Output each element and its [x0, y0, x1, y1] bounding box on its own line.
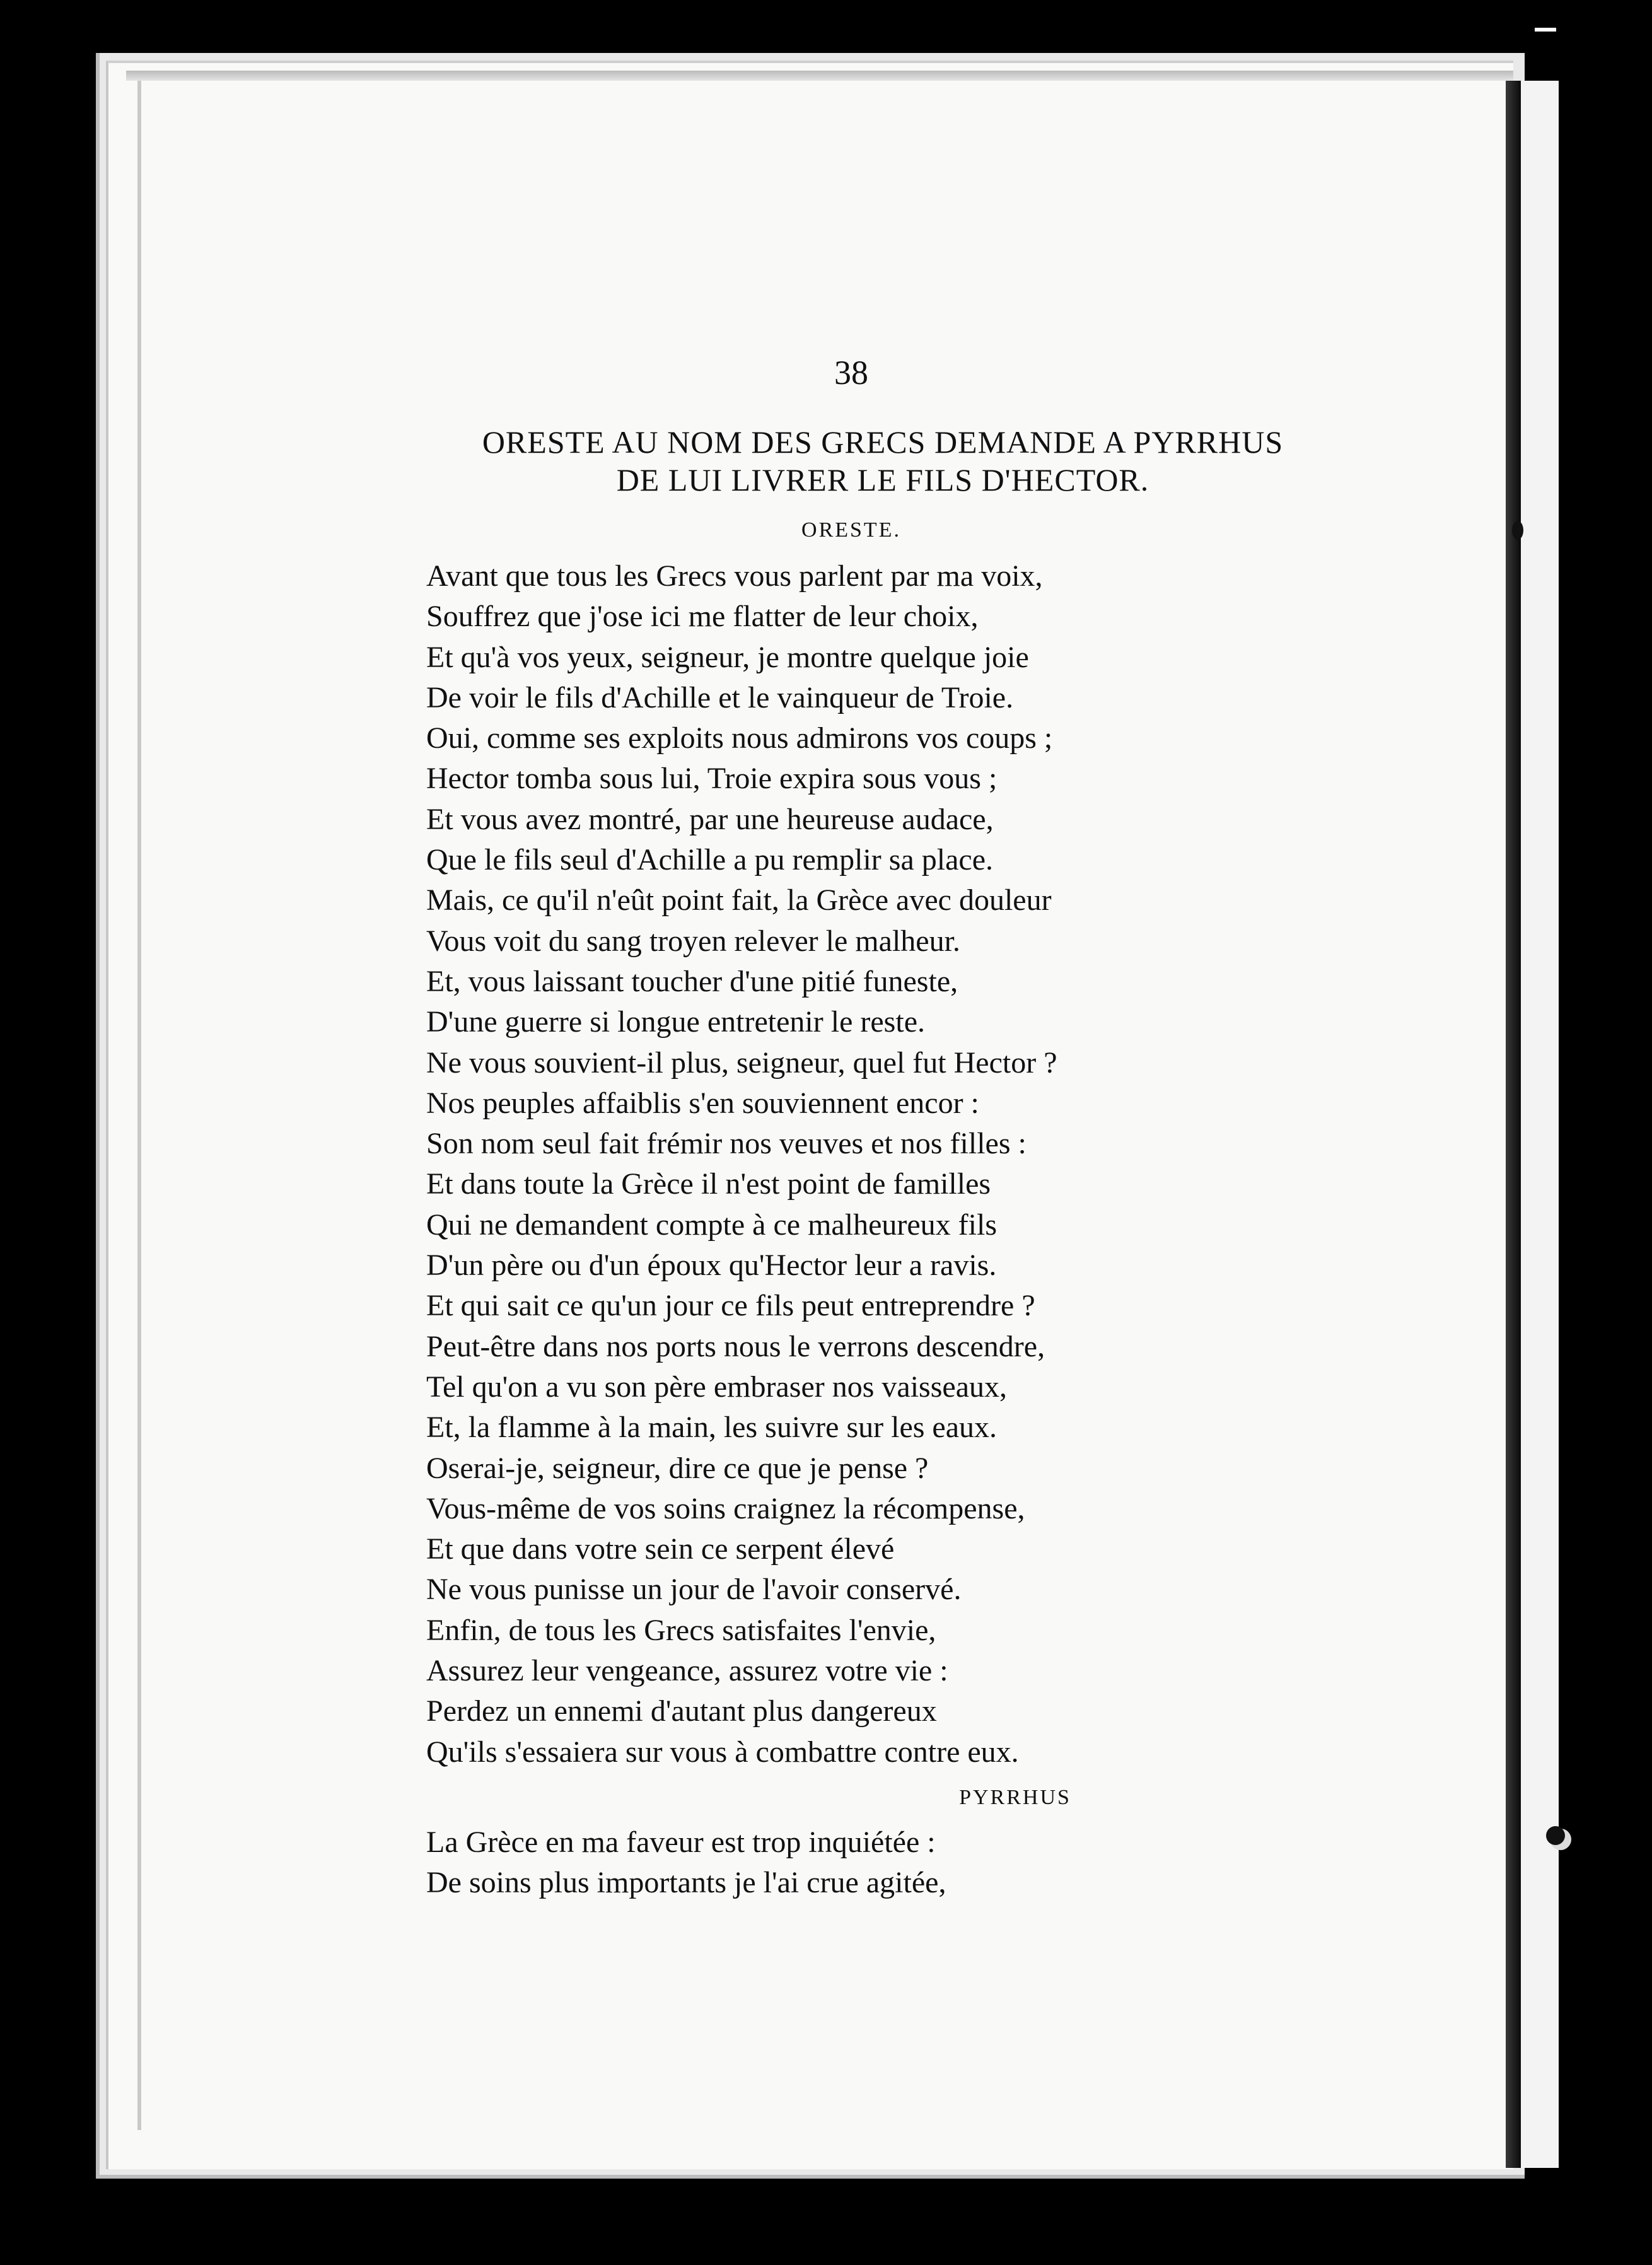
- verse-line: Et, vous laissant toucher d'une pitié funeste,: [426, 964, 958, 998]
- verse-line: Avant que tous les Grecs vous parlent par ma voix,: [426, 559, 1043, 593]
- verse-line: De soins plus importants je l'ai crue agitée,: [426, 1866, 946, 1900]
- verse-line: Ne vous punisse un jour de l'avoir conservé.: [426, 1573, 962, 1607]
- verse-line: Oui, comme ses exploits nous admirons vos coups ;: [426, 721, 1053, 755]
- scan-background: [1559, 0, 1652, 2265]
- verse-line: Nos peuples affaiblis s'en souviennent encor :: [426, 1086, 979, 1120]
- verse-line: Et qu'à vos yeux, seigneur, je montre quelque joie: [426, 640, 1029, 674]
- scan-corner-mark: [1535, 28, 1556, 32]
- verse-line: Qui ne demandent compte à ce malheureux fils: [426, 1208, 997, 1242]
- verse-line: D'un père ou d'un époux qu'Hector leur a ravis.: [426, 1249, 997, 1283]
- verse-line: Et que dans votre sein ce serpent élevé: [426, 1532, 895, 1566]
- verse-line: Et qui sait ce qu'un jour ce fils peut entreprendre ?: [426, 1289, 1035, 1323]
- verse-block-pyrrhus: [426, 1822, 1246, 1904]
- facing-page-strip: [1521, 81, 1559, 2168]
- verse-line: De voir le fils d'Achille et le vainqueur de Troie.: [426, 680, 1014, 714]
- verse-line: Tel qu'on a vu son père embraser nos vaisseaux,: [426, 1370, 1008, 1404]
- speaker-name-oreste: ORESTE.: [801, 518, 901, 542]
- verse-line: Souffrez que j'ose ici me flatter de leur choix,: [426, 600, 979, 634]
- verse-line: D'une guerre si longue entretenir le reste.: [426, 1005, 925, 1039]
- page-gutter-fold: [1506, 81, 1521, 2168]
- verse-line: Enfin, de tous les Grecs satisfaites l'envie,: [426, 1613, 936, 1647]
- verse-line: Hector tomba sous lui, Troie expira sous vous ;: [426, 762, 998, 796]
- ink-spot: [1546, 1826, 1565, 1845]
- speaker-name-pyrrhus: PYRRHUS: [959, 1786, 1071, 1809]
- verse-line: Peut-être dans nos ports nous le verrons descendre,: [426, 1329, 1045, 1363]
- verse-line: Oserai-je, seigneur, dire ce que je pense ?: [426, 1451, 929, 1485]
- verse-line: Et, la flamme à la main, les suivre sur les eaux.: [426, 1411, 998, 1445]
- verse-line: Mais, ce qu'il n'eût point fait, la Grèce avec douleur: [426, 883, 1052, 917]
- section-heading-line-2: DE LUI LIVRER LE FILS D'HECTOR.: [616, 462, 1149, 498]
- verse-line: Ne vous souvient-il plus, seigneur, quel fut Hector ?: [426, 1045, 1057, 1080]
- verse-line: Et dans toute la Grèce il n'est point de familles: [426, 1167, 991, 1201]
- verse-block-oreste: [426, 556, 1246, 1773]
- page-top-edge: [126, 71, 1513, 81]
- verse-line: La Grèce en ma faveur est trop inquiétée :: [426, 1825, 936, 1859]
- verse-line: Et vous avez montré, par une heureuse audace,: [426, 802, 994, 836]
- section-heading-line-1: ORESTE AU NOM DES GRECS DEMANDE A PYRRHUS: [482, 424, 1284, 460]
- verse-line: Son nom seul fait frémir nos veuves et nos filles :: [426, 1127, 1027, 1161]
- verse-line: Vous voit du sang troyen relever le malheur.: [426, 924, 960, 958]
- verse-line: Vous-même de vos soins craignez la récompense,: [426, 1491, 1025, 1525]
- verse-line: Qu'ils s'essaiera sur vous à combattre contre eux.: [426, 1735, 1019, 1769]
- page-number: 38: [834, 354, 868, 392]
- verse-line: Que le fils seul d'Achille a pu remplir sa place.: [426, 843, 994, 877]
- verse-line: Assurez leur vengeance, assurez votre vie :: [426, 1654, 948, 1688]
- verse-line: Perdez un ennemi d'autant plus dangereux: [426, 1694, 937, 1728]
